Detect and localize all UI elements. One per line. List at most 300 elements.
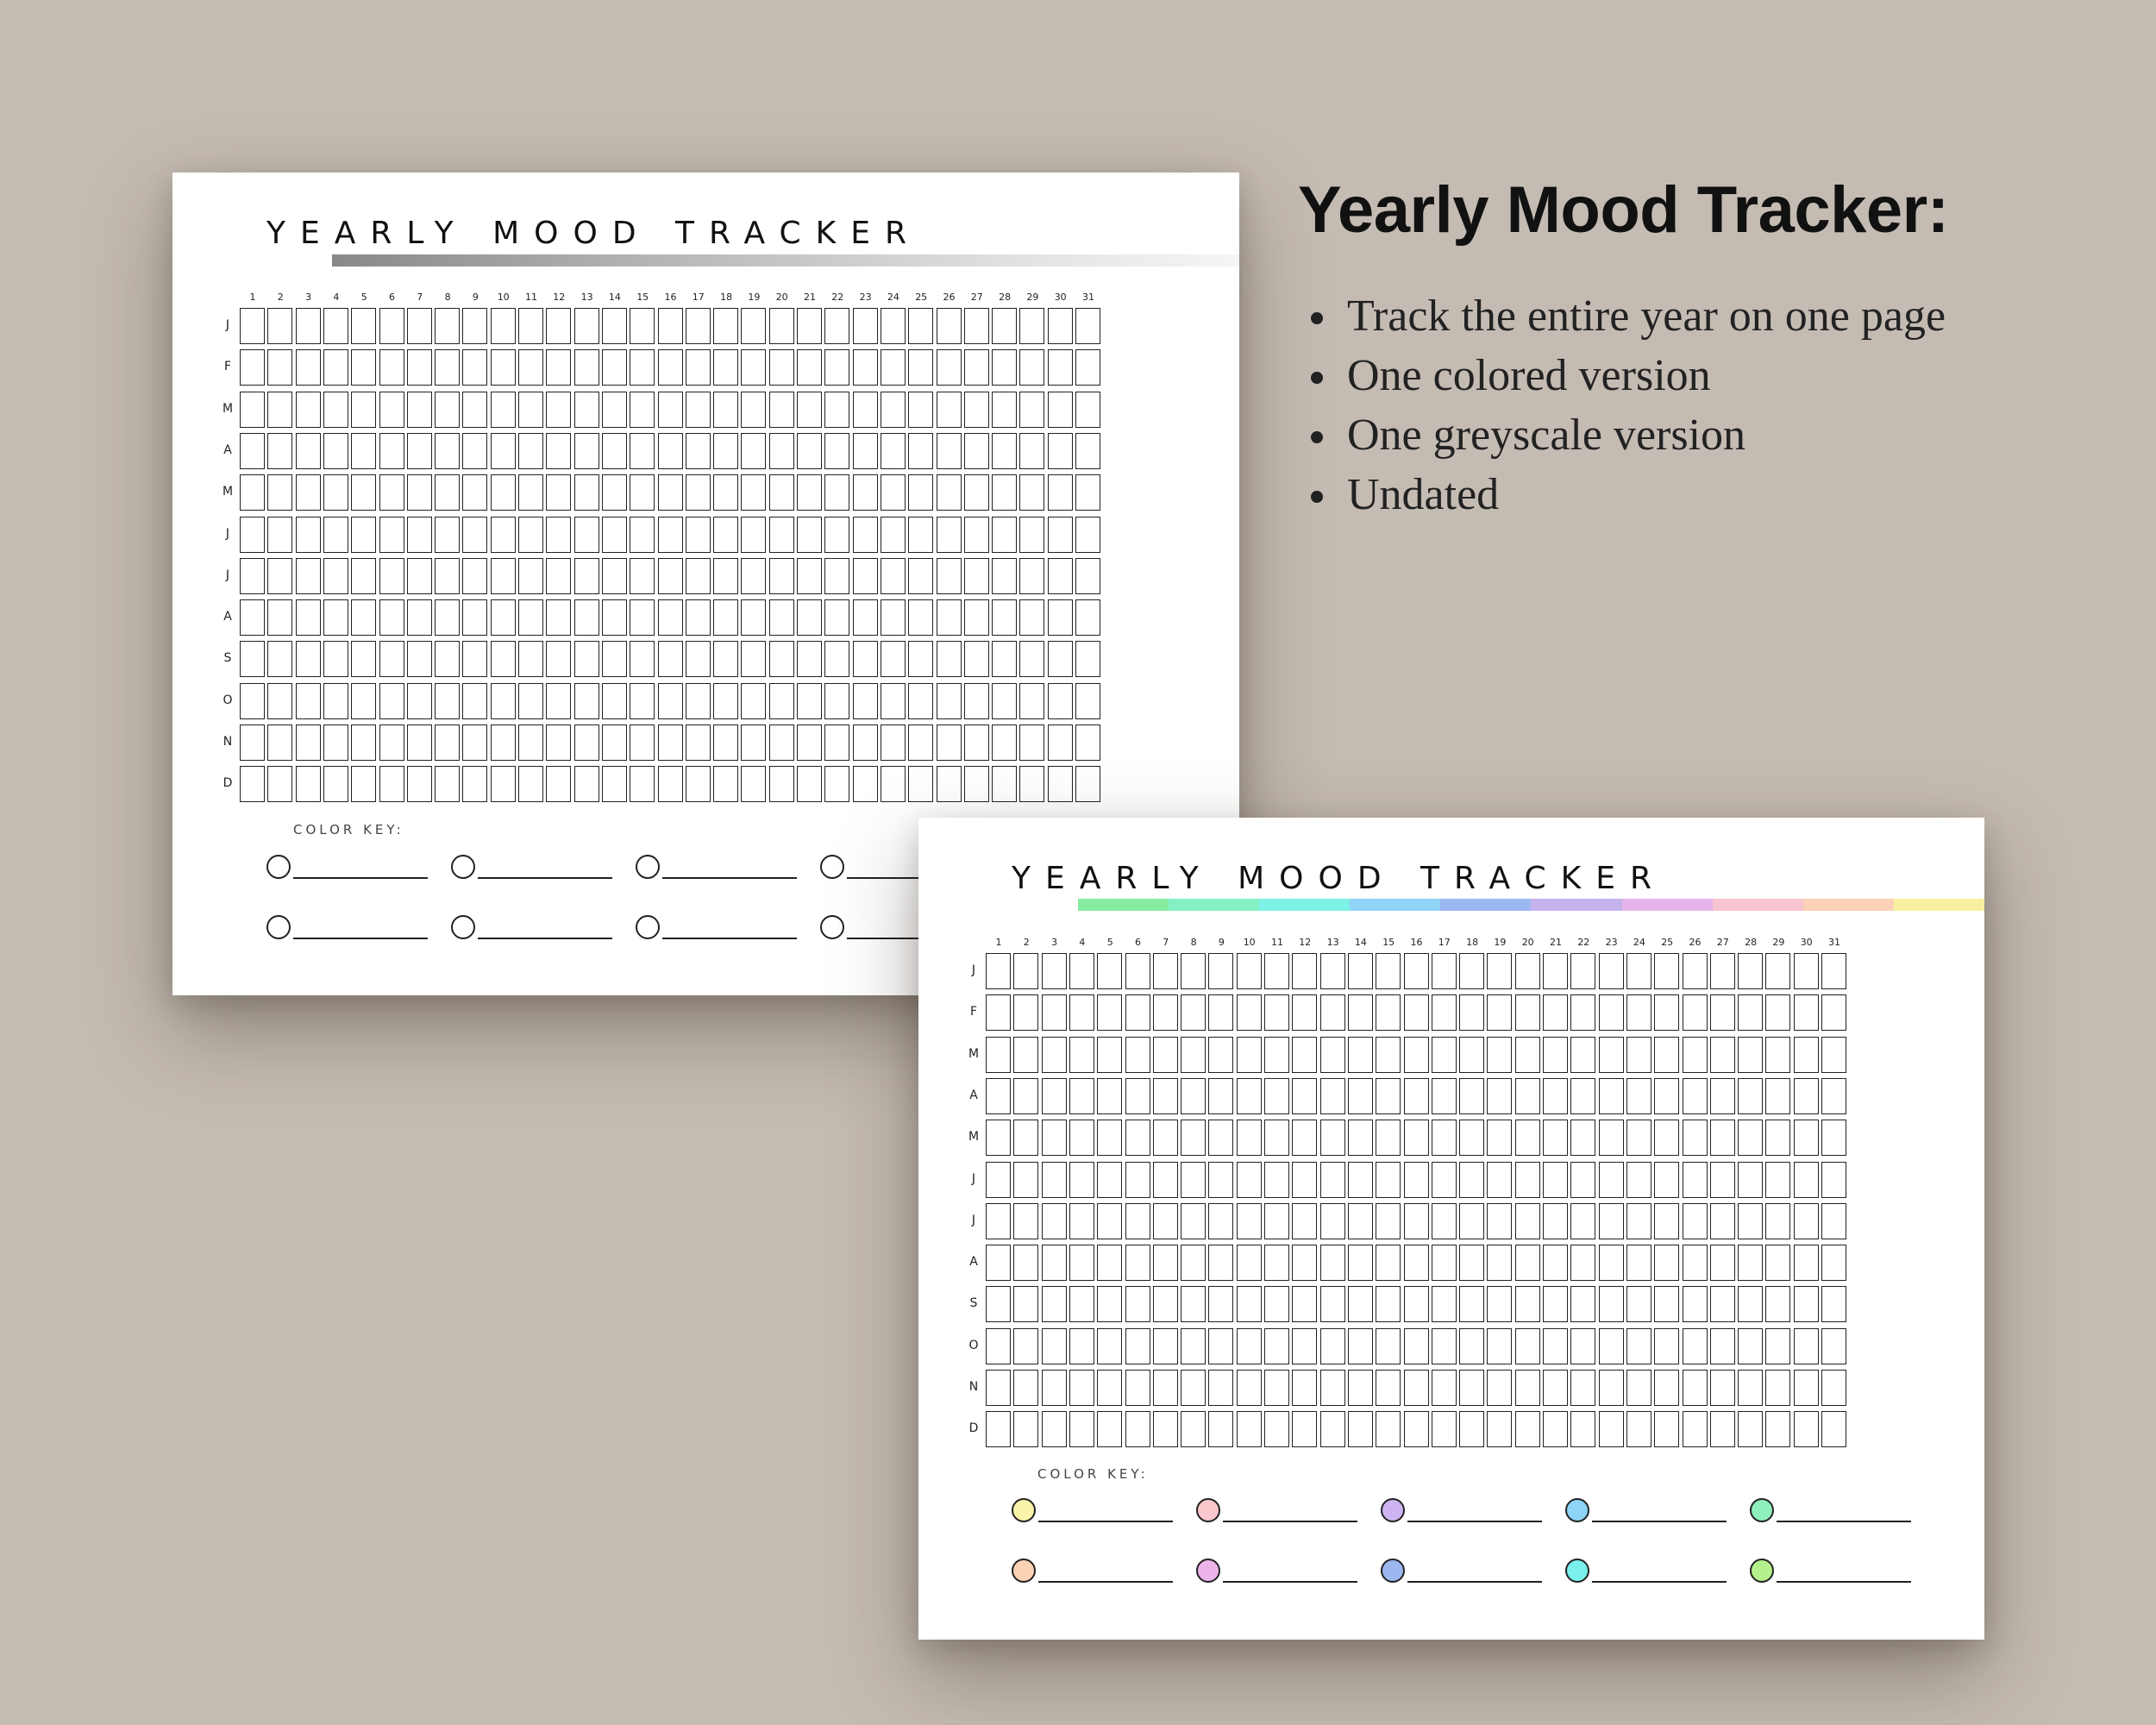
mood-cell[interactable] bbox=[1487, 994, 1512, 1031]
mood-cell[interactable] bbox=[1710, 1286, 1735, 1322]
mood-cell[interactable] bbox=[1320, 1037, 1345, 1073]
mood-cell[interactable] bbox=[881, 766, 906, 802]
color-swatch-icon[interactable] bbox=[1565, 1559, 1589, 1583]
mood-cell[interactable] bbox=[1320, 1120, 1345, 1156]
mood-cell[interactable] bbox=[686, 433, 711, 469]
mood-cell[interactable] bbox=[407, 683, 432, 719]
mood-cell[interactable] bbox=[964, 392, 989, 428]
mood-cell[interactable] bbox=[658, 641, 683, 677]
mood-cell[interactable] bbox=[574, 683, 599, 719]
mood-cell[interactable] bbox=[713, 766, 738, 802]
mood-cell[interactable] bbox=[240, 308, 265, 344]
mood-cell[interactable] bbox=[1683, 1370, 1708, 1406]
mood-cell[interactable] bbox=[713, 599, 738, 636]
mood-cell[interactable] bbox=[881, 349, 906, 386]
mood-cell[interactable] bbox=[908, 308, 933, 344]
mood-cell[interactable] bbox=[1376, 1078, 1401, 1114]
mood-cell[interactable] bbox=[853, 724, 878, 761]
mood-cell[interactable] bbox=[1042, 953, 1067, 989]
mood-cell[interactable] bbox=[1487, 1245, 1512, 1281]
mood-cell[interactable] bbox=[574, 349, 599, 386]
mood-cell[interactable] bbox=[1048, 683, 1073, 719]
mood-cell[interactable] bbox=[1237, 1370, 1262, 1406]
mood-cell[interactable] bbox=[1459, 1037, 1484, 1073]
mood-cell[interactable] bbox=[518, 517, 543, 553]
mood-cell[interactable] bbox=[1348, 1078, 1373, 1114]
mood-cell[interactable] bbox=[713, 392, 738, 428]
mood-cell[interactable] bbox=[1069, 1203, 1094, 1239]
mood-cell[interactable] bbox=[267, 599, 292, 636]
mood-cell[interactable] bbox=[986, 1370, 1011, 1406]
mood-cell[interactable] bbox=[986, 1245, 1011, 1281]
mood-cell[interactable] bbox=[658, 517, 683, 553]
mood-cell[interactable] bbox=[435, 724, 460, 761]
mood-cell[interactable] bbox=[1237, 953, 1262, 989]
mood-cell[interactable] bbox=[491, 683, 516, 719]
mood-cell[interactable] bbox=[1543, 1328, 1568, 1364]
mood-cell[interactable] bbox=[602, 724, 627, 761]
mood-cell[interactable] bbox=[1153, 1411, 1178, 1447]
mood-cell[interactable] bbox=[1075, 599, 1100, 636]
mood-cell[interactable] bbox=[881, 724, 906, 761]
mood-cell[interactable] bbox=[741, 599, 766, 636]
mood-cell[interactable] bbox=[1125, 1328, 1150, 1364]
mood-cell[interactable] bbox=[1404, 1120, 1429, 1156]
mood-cell[interactable] bbox=[1181, 1162, 1206, 1198]
mood-cell[interactable] bbox=[1821, 953, 1846, 989]
mood-cell[interactable] bbox=[1348, 1370, 1373, 1406]
mood-cell[interactable] bbox=[1821, 1328, 1846, 1364]
mood-cell[interactable] bbox=[462, 724, 487, 761]
mood-cell[interactable] bbox=[462, 517, 487, 553]
mood-cell[interactable] bbox=[407, 474, 432, 511]
mood-cell[interactable] bbox=[1125, 1037, 1150, 1073]
mood-cell[interactable] bbox=[1181, 1203, 1206, 1239]
mood-cell[interactable] bbox=[1042, 1037, 1067, 1073]
mood-cell[interactable] bbox=[351, 599, 376, 636]
mood-cell[interactable] bbox=[964, 474, 989, 511]
mood-cell[interactable] bbox=[1404, 1203, 1429, 1239]
mood-cell[interactable] bbox=[1153, 1286, 1178, 1322]
color-swatch-icon[interactable] bbox=[820, 915, 844, 939]
mood-cell[interactable] bbox=[1654, 1411, 1679, 1447]
mood-cell[interactable] bbox=[1069, 1120, 1094, 1156]
mood-cell[interactable] bbox=[1264, 994, 1289, 1031]
mood-cell[interactable] bbox=[658, 558, 683, 594]
mood-cell[interactable] bbox=[908, 599, 933, 636]
mood-cell[interactable] bbox=[1019, 349, 1044, 386]
mood-cell[interactable] bbox=[908, 641, 933, 677]
mood-cell[interactable] bbox=[986, 1203, 1011, 1239]
mood-cell[interactable] bbox=[1404, 1411, 1429, 1447]
mood-cell[interactable] bbox=[1738, 1078, 1763, 1114]
mood-cell[interactable] bbox=[1042, 1286, 1067, 1322]
mood-cell[interactable] bbox=[741, 308, 766, 344]
mood-cell[interactable] bbox=[1292, 994, 1317, 1031]
mood-cell[interactable] bbox=[1048, 599, 1073, 636]
mood-cell[interactable] bbox=[881, 433, 906, 469]
mood-label-line[interactable] bbox=[1038, 1505, 1173, 1522]
mood-cell[interactable] bbox=[546, 599, 571, 636]
mood-cell[interactable] bbox=[1821, 994, 1846, 1031]
mood-cell[interactable] bbox=[491, 308, 516, 344]
color-swatch-icon[interactable] bbox=[1381, 1559, 1405, 1583]
mood-cell[interactable] bbox=[1515, 953, 1540, 989]
mood-cell[interactable] bbox=[379, 766, 404, 802]
mood-cell[interactable] bbox=[267, 349, 292, 386]
mood-cell[interactable] bbox=[1404, 953, 1429, 989]
mood-cell[interactable] bbox=[1320, 1162, 1345, 1198]
mood-cell[interactable] bbox=[908, 392, 933, 428]
mood-cell[interactable] bbox=[1097, 1245, 1122, 1281]
mood-cell[interactable] bbox=[1404, 1162, 1429, 1198]
mood-cell[interactable] bbox=[1404, 1078, 1429, 1114]
mood-cell[interactable] bbox=[1125, 1245, 1150, 1281]
mood-cell[interactable] bbox=[1599, 1203, 1624, 1239]
mood-cell[interactable] bbox=[686, 599, 711, 636]
mood-cell[interactable] bbox=[1599, 953, 1624, 989]
mood-cell[interactable] bbox=[797, 599, 822, 636]
mood-cell[interactable] bbox=[1153, 1370, 1178, 1406]
mood-cell[interactable] bbox=[1794, 1411, 1819, 1447]
mood-cell[interactable] bbox=[1543, 1078, 1568, 1114]
mood-cell[interactable] bbox=[797, 474, 822, 511]
mood-cell[interactable] bbox=[351, 392, 376, 428]
mood-cell[interactable] bbox=[658, 392, 683, 428]
mood-cell[interactable] bbox=[1292, 1370, 1317, 1406]
mood-cell[interactable] bbox=[797, 349, 822, 386]
mood-cell[interactable] bbox=[741, 474, 766, 511]
mood-cell[interactable] bbox=[1738, 1286, 1763, 1322]
mood-cell[interactable] bbox=[1048, 641, 1073, 677]
mood-cell[interactable] bbox=[686, 558, 711, 594]
mood-cell[interactable] bbox=[351, 474, 376, 511]
mood-cell[interactable] bbox=[602, 558, 627, 594]
mood-cell[interactable] bbox=[1320, 1286, 1345, 1322]
mood-cell[interactable] bbox=[1153, 994, 1178, 1031]
mood-cell[interactable] bbox=[937, 392, 962, 428]
mood-cell[interactable] bbox=[824, 641, 849, 677]
mood-cell[interactable] bbox=[1075, 474, 1100, 511]
mood-cell[interactable] bbox=[630, 683, 655, 719]
mood-cell[interactable] bbox=[1683, 1411, 1708, 1447]
mood-cell[interactable] bbox=[1292, 1411, 1317, 1447]
mood-cell[interactable] bbox=[908, 474, 933, 511]
mood-cell[interactable] bbox=[1487, 1286, 1512, 1322]
mood-label-line[interactable] bbox=[1777, 1505, 1911, 1522]
mood-cell[interactable] bbox=[1208, 994, 1233, 1031]
mood-cell[interactable] bbox=[741, 558, 766, 594]
mood-cell[interactable] bbox=[1153, 1078, 1178, 1114]
mood-cell[interactable] bbox=[1376, 1286, 1401, 1322]
mood-cell[interactable] bbox=[686, 392, 711, 428]
mood-cell[interactable] bbox=[1432, 1120, 1457, 1156]
mood-cell[interactable] bbox=[964, 599, 989, 636]
mood-cell[interactable] bbox=[351, 766, 376, 802]
mood-cell[interactable] bbox=[1765, 994, 1790, 1031]
mood-cell[interactable] bbox=[1654, 1370, 1679, 1406]
mood-cell[interactable] bbox=[323, 683, 348, 719]
mood-cell[interactable] bbox=[1019, 433, 1044, 469]
mood-cell[interactable] bbox=[296, 558, 321, 594]
mood-cell[interactable] bbox=[1404, 1286, 1429, 1322]
mood-cell[interactable] bbox=[602, 766, 627, 802]
mood-cell[interactable] bbox=[1208, 1037, 1233, 1073]
mood-cell[interactable] bbox=[1237, 1203, 1262, 1239]
mood-cell[interactable] bbox=[240, 683, 265, 719]
mood-cell[interactable] bbox=[1487, 1370, 1512, 1406]
mood-cell[interactable] bbox=[546, 433, 571, 469]
mood-cell[interactable] bbox=[1069, 994, 1094, 1031]
mood-cell[interactable] bbox=[1097, 994, 1122, 1031]
mood-cell[interactable] bbox=[546, 724, 571, 761]
mood-cell[interactable] bbox=[686, 349, 711, 386]
mood-cell[interactable] bbox=[1765, 953, 1790, 989]
mood-cell[interactable] bbox=[769, 433, 794, 469]
mood-cell[interactable] bbox=[1097, 1286, 1122, 1322]
mood-cell[interactable] bbox=[1181, 1078, 1206, 1114]
mood-cell[interactable] bbox=[1292, 1245, 1317, 1281]
mood-cell[interactable] bbox=[1181, 994, 1206, 1031]
mood-cell[interactable] bbox=[1654, 953, 1679, 989]
mood-cell[interactable] bbox=[1626, 1120, 1651, 1156]
mood-cell[interactable] bbox=[1459, 1411, 1484, 1447]
mood-cell[interactable] bbox=[351, 641, 376, 677]
mood-cell[interactable] bbox=[992, 724, 1017, 761]
mood-cell[interactable] bbox=[462, 683, 487, 719]
mood-cell[interactable] bbox=[769, 392, 794, 428]
mood-cell[interactable] bbox=[1515, 1037, 1540, 1073]
mood-cell[interactable] bbox=[1292, 953, 1317, 989]
mood-cell[interactable] bbox=[658, 474, 683, 511]
mood-cell[interactable] bbox=[1432, 1162, 1457, 1198]
mood-cell[interactable] bbox=[964, 558, 989, 594]
mood-cell[interactable] bbox=[1738, 994, 1763, 1031]
mood-cell[interactable] bbox=[964, 433, 989, 469]
mood-cell[interactable] bbox=[1794, 1037, 1819, 1073]
mood-cell[interactable] bbox=[1738, 1162, 1763, 1198]
mood-cell[interactable] bbox=[797, 517, 822, 553]
mood-cell[interactable] bbox=[741, 724, 766, 761]
mood-cell[interactable] bbox=[741, 766, 766, 802]
mood-cell[interactable] bbox=[986, 1328, 1011, 1364]
mood-label-line[interactable] bbox=[1223, 1565, 1357, 1583]
mood-cell[interactable] bbox=[1048, 474, 1073, 511]
mood-cell[interactable] bbox=[1019, 641, 1044, 677]
mood-cell[interactable] bbox=[1042, 1328, 1067, 1364]
mood-cell[interactable] bbox=[1075, 433, 1100, 469]
mood-label-line[interactable] bbox=[293, 922, 428, 939]
mood-cell[interactable] bbox=[713, 641, 738, 677]
mood-cell[interactable] bbox=[853, 517, 878, 553]
mood-cell[interactable] bbox=[713, 308, 738, 344]
mood-cell[interactable] bbox=[296, 308, 321, 344]
mood-cell[interactable] bbox=[1432, 994, 1457, 1031]
mood-cell[interactable] bbox=[1794, 1370, 1819, 1406]
mood-cell[interactable] bbox=[1320, 1203, 1345, 1239]
mood-cell[interactable] bbox=[1654, 1120, 1679, 1156]
mood-cell[interactable] bbox=[937, 349, 962, 386]
mood-cell[interactable] bbox=[407, 349, 432, 386]
mood-cell[interactable] bbox=[602, 474, 627, 511]
mood-cell[interactable] bbox=[296, 392, 321, 428]
mood-cell[interactable] bbox=[937, 308, 962, 344]
mood-cell[interactable] bbox=[1515, 1286, 1540, 1322]
mood-cell[interactable] bbox=[546, 349, 571, 386]
mood-cell[interactable] bbox=[1626, 1162, 1651, 1198]
mood-cell[interactable] bbox=[1237, 1411, 1262, 1447]
mood-cell[interactable] bbox=[1042, 994, 1067, 1031]
color-key-item[interactable] bbox=[451, 855, 612, 879]
mood-cell[interactable] bbox=[1013, 1078, 1038, 1114]
mood-cell[interactable] bbox=[1794, 994, 1819, 1031]
mood-cell[interactable] bbox=[1042, 1245, 1067, 1281]
mood-cell[interactable] bbox=[824, 683, 849, 719]
mood-cell[interactable] bbox=[1626, 1328, 1651, 1364]
mood-cell[interactable] bbox=[1208, 1078, 1233, 1114]
mood-cell[interactable] bbox=[1683, 1162, 1708, 1198]
mood-cell[interactable] bbox=[1348, 1286, 1373, 1322]
mood-cell[interactable] bbox=[1237, 1078, 1262, 1114]
mood-cell[interactable] bbox=[1515, 1120, 1540, 1156]
mood-cell[interactable] bbox=[741, 349, 766, 386]
color-swatch-icon[interactable] bbox=[1750, 1498, 1774, 1522]
mood-cell[interactable] bbox=[1654, 1286, 1679, 1322]
mood-cell[interactable] bbox=[379, 599, 404, 636]
mood-cell[interactable] bbox=[1075, 766, 1100, 802]
mood-cell[interactable] bbox=[1069, 1245, 1094, 1281]
mood-cell[interactable] bbox=[1543, 1203, 1568, 1239]
color-swatch-icon[interactable] bbox=[1750, 1559, 1774, 1583]
mood-cell[interactable] bbox=[267, 641, 292, 677]
mood-cell[interactable] bbox=[1069, 1162, 1094, 1198]
mood-cell[interactable] bbox=[1208, 1120, 1233, 1156]
mood-cell[interactable] bbox=[908, 766, 933, 802]
mood-cell[interactable] bbox=[1069, 1370, 1094, 1406]
mood-cell[interactable] bbox=[1626, 1203, 1651, 1239]
mood-label-line[interactable] bbox=[478, 922, 612, 939]
mood-cell[interactable] bbox=[1019, 392, 1044, 428]
mood-cell[interactable] bbox=[1599, 1286, 1624, 1322]
mood-cell[interactable] bbox=[1459, 1078, 1484, 1114]
mood-cell[interactable] bbox=[908, 433, 933, 469]
mood-cell[interactable] bbox=[1459, 994, 1484, 1031]
mood-label-line[interactable] bbox=[293, 862, 428, 879]
mood-cell[interactable] bbox=[1013, 1370, 1038, 1406]
mood-cell[interactable] bbox=[518, 308, 543, 344]
mood-cell[interactable] bbox=[1019, 683, 1044, 719]
mood-cell[interactable] bbox=[1013, 1286, 1038, 1322]
mood-cell[interactable] bbox=[853, 308, 878, 344]
mood-cell[interactable] bbox=[937, 683, 962, 719]
mood-cell[interactable] bbox=[267, 558, 292, 594]
mood-cell[interactable] bbox=[518, 766, 543, 802]
color-key-item[interactable] bbox=[1565, 1559, 1727, 1583]
mood-cell[interactable] bbox=[351, 349, 376, 386]
mood-cell[interactable] bbox=[937, 558, 962, 594]
mood-cell[interactable] bbox=[881, 392, 906, 428]
mood-cell[interactable] bbox=[1683, 1078, 1708, 1114]
mood-label-line[interactable] bbox=[1407, 1565, 1542, 1583]
mood-cell[interactable] bbox=[713, 433, 738, 469]
mood-cell[interactable] bbox=[407, 724, 432, 761]
mood-cell[interactable] bbox=[797, 641, 822, 677]
mood-cell[interactable] bbox=[1075, 349, 1100, 386]
mood-cell[interactable] bbox=[1292, 1078, 1317, 1114]
mood-cell[interactable] bbox=[630, 641, 655, 677]
mood-cell[interactable] bbox=[658, 766, 683, 802]
mood-cell[interactable] bbox=[986, 1120, 1011, 1156]
mood-cell[interactable] bbox=[741, 641, 766, 677]
mood-cell[interactable] bbox=[630, 349, 655, 386]
mood-cell[interactable] bbox=[240, 349, 265, 386]
mood-cell[interactable] bbox=[1097, 1328, 1122, 1364]
color-key-item[interactable] bbox=[1012, 1498, 1173, 1522]
mood-cell[interactable] bbox=[713, 517, 738, 553]
mood-cell[interactable] bbox=[1208, 1245, 1233, 1281]
mood-cell[interactable] bbox=[908, 517, 933, 553]
mood-cell[interactable] bbox=[1570, 1370, 1595, 1406]
mood-cell[interactable] bbox=[1181, 1328, 1206, 1364]
mood-cell[interactable] bbox=[992, 766, 1017, 802]
mood-cell[interactable] bbox=[824, 517, 849, 553]
mood-cell[interactable] bbox=[1069, 1037, 1094, 1073]
color-swatch-icon[interactable] bbox=[1012, 1498, 1036, 1522]
color-key-item[interactable] bbox=[1750, 1498, 1911, 1522]
mood-cell[interactable] bbox=[267, 433, 292, 469]
mood-cell[interactable] bbox=[574, 641, 599, 677]
mood-cell[interactable] bbox=[323, 349, 348, 386]
mood-cell[interactable] bbox=[574, 433, 599, 469]
mood-cell[interactable] bbox=[1075, 517, 1100, 553]
mood-cell[interactable] bbox=[546, 766, 571, 802]
mood-cell[interactable] bbox=[686, 308, 711, 344]
mood-cell[interactable] bbox=[964, 641, 989, 677]
mood-cell[interactable] bbox=[1019, 517, 1044, 553]
mood-cell[interactable] bbox=[1125, 1203, 1150, 1239]
mood-cell[interactable] bbox=[908, 724, 933, 761]
color-swatch-icon[interactable] bbox=[266, 915, 291, 939]
mood-cell[interactable] bbox=[1738, 1328, 1763, 1364]
mood-cell[interactable] bbox=[1794, 1120, 1819, 1156]
color-key-item[interactable] bbox=[1012, 1559, 1173, 1583]
mood-cell[interactable] bbox=[1570, 1411, 1595, 1447]
mood-cell[interactable] bbox=[686, 474, 711, 511]
mood-cell[interactable] bbox=[992, 308, 1017, 344]
mood-cell[interactable] bbox=[240, 433, 265, 469]
mood-cell[interactable] bbox=[1069, 1286, 1094, 1322]
mood-cell[interactable] bbox=[1543, 1370, 1568, 1406]
mood-cell[interactable] bbox=[379, 392, 404, 428]
color-key-item[interactable] bbox=[1750, 1559, 1911, 1583]
mood-cell[interactable] bbox=[1570, 1120, 1595, 1156]
mood-cell[interactable] bbox=[491, 474, 516, 511]
color-key-item[interactable] bbox=[1196, 1559, 1357, 1583]
mood-cell[interactable] bbox=[1543, 1245, 1568, 1281]
mood-cell[interactable] bbox=[1264, 953, 1289, 989]
color-key-item[interactable] bbox=[1381, 1559, 1542, 1583]
mood-cell[interactable] bbox=[1042, 1370, 1067, 1406]
mood-cell[interactable] bbox=[1348, 1245, 1373, 1281]
mood-cell[interactable] bbox=[1599, 1162, 1624, 1198]
mood-cell[interactable] bbox=[769, 766, 794, 802]
mood-cell[interactable] bbox=[1292, 1162, 1317, 1198]
mood-cell[interactable] bbox=[1626, 1245, 1651, 1281]
mood-cell[interactable] bbox=[462, 474, 487, 511]
mood-cell[interactable] bbox=[1376, 1245, 1401, 1281]
mood-cell[interactable] bbox=[267, 474, 292, 511]
mood-cell[interactable] bbox=[1069, 1411, 1094, 1447]
